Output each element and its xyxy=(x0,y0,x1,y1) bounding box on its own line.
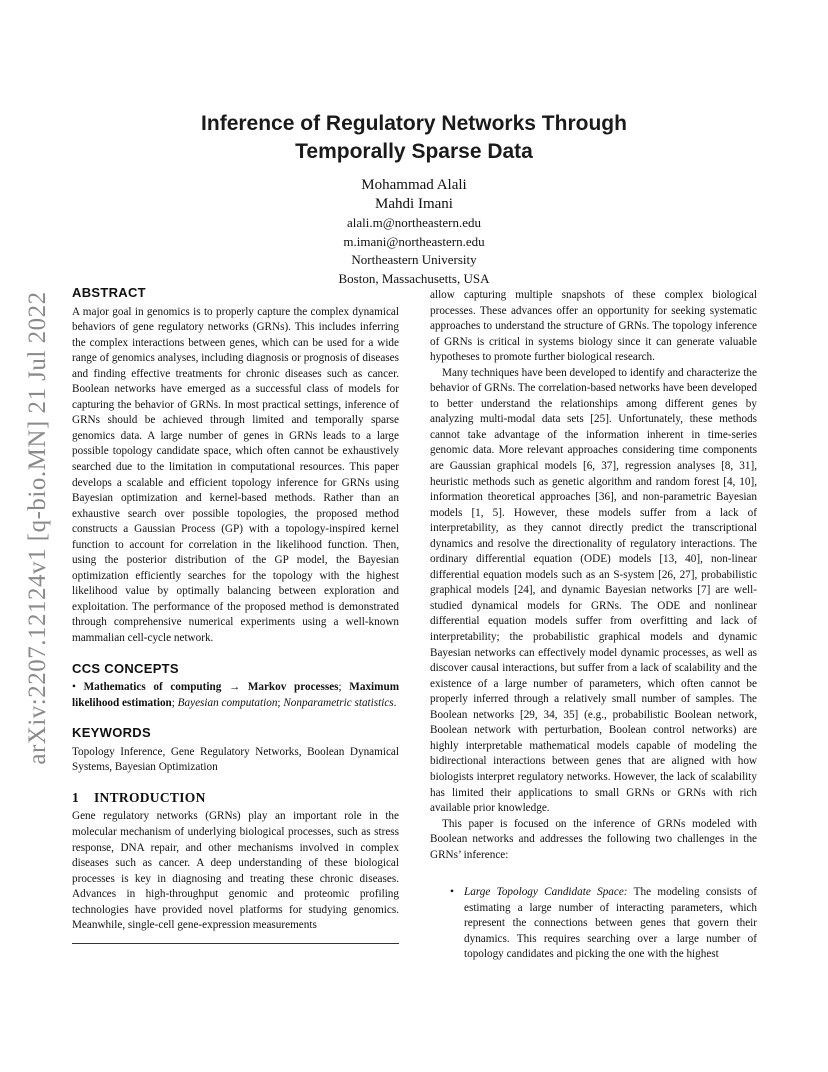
section-number: 1 xyxy=(72,789,80,805)
arxiv-watermark-text: arXiv:2207.12124v1 [q-bio.MN] 21 Jul 2022 xyxy=(24,291,51,765)
ccs-concepts xyxy=(72,680,399,711)
bullet-lead: Large Topology Candidate Space: xyxy=(464,886,628,898)
author-email: alali.m@northeastern.edu xyxy=(347,215,481,230)
keywords-heading: KEYWORDS xyxy=(72,725,151,741)
ccs-heading: CCS CONCEPTS xyxy=(72,660,179,676)
bullet-mark: • xyxy=(450,886,454,898)
footnote-rule xyxy=(72,943,399,944)
title-line-1: Inference of Regulatory Networks Through xyxy=(201,112,627,135)
ccs-end: . xyxy=(393,696,397,709)
arxiv-watermark xyxy=(20,272,56,784)
ccs-separator: ; xyxy=(338,681,350,694)
ccs-bullet: • xyxy=(72,681,76,694)
section-title: INTRODUCTION xyxy=(94,789,206,805)
abstract-text: A major goal in genomics is to properly capture the complex dynamical behaviors of gene regulatory networks (GRNs). This includes inferring the complex interactions between genes, which can be used for a wide range of genomics analyses, including diagnosis or prognosis of diseases and finding effective treatments for chronic diseases such as cancer. Boolean networks have emerged as a successful class of models for capturing the behavior of GRNs. In most practical settings, inference of GRNs should be achieved through limited and temporally sparse genomics data. A large number of genes in GRNs leads to a large possible topology candidate space, which often cannot be exhaustively searched due to the limitation in computational resources. This paper develops a scalable and efficient topology inference for GRNs using Bayesian optimization and kernel-based methods. Rather than an exhaustive search over possible topologies, the proposed method constructs a Gaussian Process (GP) with a topology-inspired kernel function to account for correlation in the likelihood function. Then, using the posterior distribution of the GP model, the Bayesian optimization efficiently searches for the topology with the highest likelihood value by optimally balancing between exploration and exploitation. The performance of the proposed method is demonstrated through comprehensive numerical experiments using a well-known mammalian cell-cycle network. xyxy=(72,305,399,645)
bullet-item xyxy=(450,885,757,963)
title-line-2: Temporally Sparse Data xyxy=(295,140,533,163)
ccs-arrow: → xyxy=(221,681,248,694)
author-email: m.imani@northeastern.edu xyxy=(343,233,485,249)
ccs-term: Nonparametric statistics xyxy=(283,696,394,709)
affiliation-institution: Northeastern University xyxy=(351,252,477,267)
keywords-text: Topology Inference, Gene Regulatory Networks, Boolean Dynamical Systems, Bayesian Optimization xyxy=(72,745,399,774)
affiliation-location: Boston, Massachusetts, USA xyxy=(338,270,490,286)
author-name: Mahdi Imani xyxy=(375,196,453,212)
body-paragraph: This paper is focused on the inference of GRNs modeled with Boolean networks and addresses the following two challenges in the GRNs’ inference: xyxy=(430,817,757,861)
ccs-separator: ; xyxy=(171,696,178,709)
ccs-term: Bayesian computation xyxy=(177,696,278,709)
left-column xyxy=(72,285,399,934)
right-column xyxy=(430,288,757,863)
ccs-term: Markov processes xyxy=(247,681,339,694)
bullet-body: The modeling consists of estimating a large number of interacting parameters, which represent the connections between genes that govern their dynamics. This requires searching over a large number of topology candidates and picking the one with the highest xyxy=(464,886,757,961)
ccs-term: Maximum likelihood estimation xyxy=(72,681,400,709)
ccs-separator: ; xyxy=(277,696,284,709)
section-heading-introduction xyxy=(72,790,399,806)
ccs-term: Mathematics of computing xyxy=(83,681,222,694)
bullet-text xyxy=(464,885,757,963)
paper-title xyxy=(150,110,678,166)
body-paragraph: allow capturing multiple snapshots of these complex biological processes. These advances offer an opportunity for seeking systematic approaches to understand the structure of GRNs. The topology inference of GRNs is critical in systems biology since it can generate valuable hypotheses to promote further biological research. xyxy=(430,289,757,364)
author-block xyxy=(214,176,614,288)
author-name: Mohammad Alali xyxy=(361,177,467,193)
intro-paragraph: Gene regulatory networks (GRNs) play an important role in the molecular mechanism of underlying biological processes, such as stress response, DNA repair, and other mechanisms involved in complex diseases such as cancer. A deep understanding of these biological processes is key in diagnosing and treating these chronic diseases. Advances in high-throughput genomic and proteomic profiling technologies have provided novel platforms for studying genomics. Meanwhile, single-cell gene-expression measurements xyxy=(72,810,399,932)
abstract-heading: ABSTRACT xyxy=(72,285,146,300)
body-paragraph: Many techniques have been developed to identify and characterize the behavior of GRNs. The correlation-based networks have been developed to better understand the relationships among different genes by analyzing multi-modal data sets [25]. Unfortunately, these methods cannot take advantage of the information inherent in time-series genomic data. More relevant approaches considering time components are Gaussian graphical models [6, 37], regression analyses [8, 31], heuristic methods such as genetic algorithm and random forest [4, 10], information theoretical approaches [36], and non-parametric Bayesian models [1, 5]. However, these models suffer from a lack of interpretability, as they cannot directly predict the transcriptional dynamics and resolve the directionality of regulatory interactions. The ordinary differential equation (ODE) models [13, 40], non-linear differential equation models such as an S-system [26, 27], probabilistic graphical models [24], and dynamic Bayesian networks [7] are well-studied dynamical models for GRNs. The ODE and nonlinear differential equation models suffer from overfitting and lack of interpretability; the probabilistic graphical models and dynamic Bayesian networks can effectively model dynamic processes, as well as discover causal interactions, but suffer from a lack of scalability and the existence of a large number of parameters, which often cannot be properly inferred through a relatively small number of samples. The Boolean networks [29, 34, 35] (e.g., probabilistic Boolean network, Boolean network with perturbation, Boolean control networks) are highly interpretable mathematical models capable of modeling the bidirectional interactions between genes that are aligned with how biologists interpret regulatory networks. However, the lack of scalability has limited their applications to small GRNs or GRNs with rich available prior knowledge. xyxy=(430,366,757,815)
